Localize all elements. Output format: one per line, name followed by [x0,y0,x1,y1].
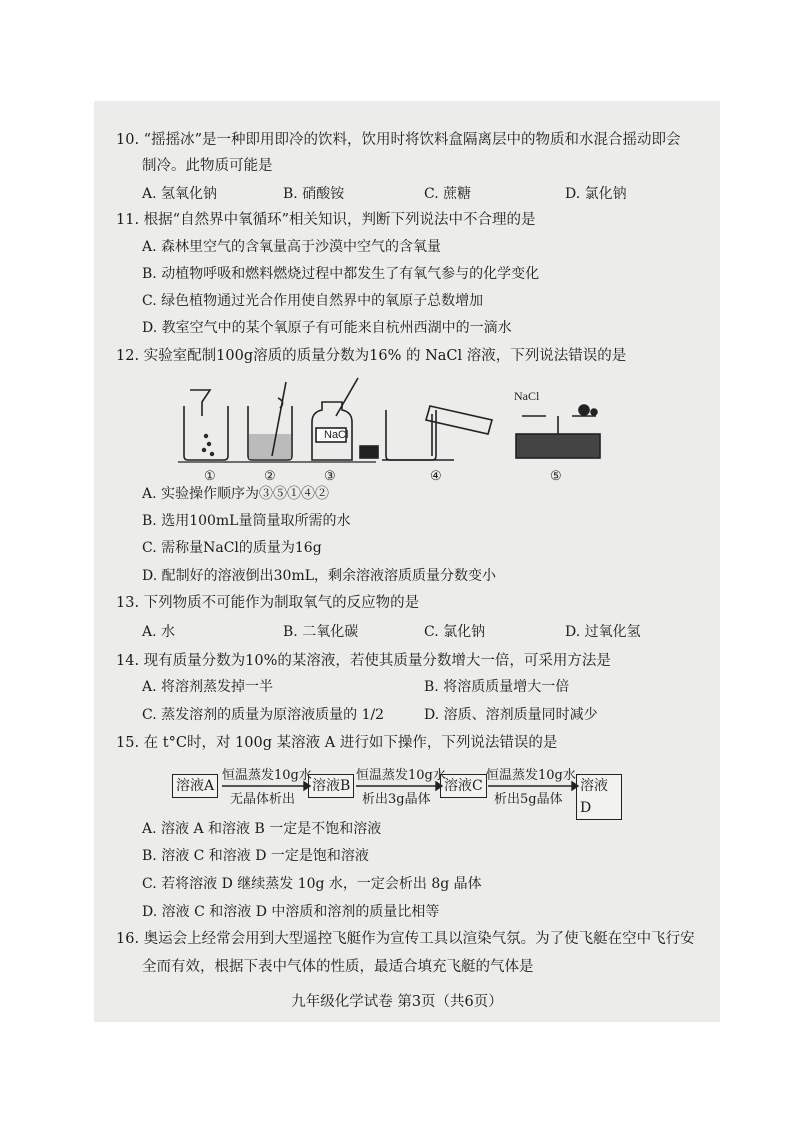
q10-stem-line1: 10. “摇摇冰”是一种即用即冷的饮料，饮用时将饮料盒隔离层中的物质和水混合摇动即会 [116,132,681,148]
figure-label-4: ④ [430,469,442,484]
q15-flow-diagram [172,760,622,820]
q14-option-c: C. 蒸发溶剂的质量为原溶液质量的 1/2 [142,707,385,723]
figure-label-3: ③ [324,469,336,484]
q10-option-c: C. 蔗糖 [424,186,472,202]
q14-option-d: D. 溶质、溶剂质量同时减少 [424,707,598,723]
flow-step3-top: 恒温蒸发10g水 [486,768,576,783]
reagent-bottle-icon [312,378,378,460]
q11-option-b: B. 动植物呼吸和燃料燃烧过程中都发生了有氧气参与的化学变化 [142,266,540,282]
q11-option-c: C. 绿色植物通过光合作用使自然界中的氧原子总数增加 [142,293,484,309]
flow-step3-bottom: 析出5g晶体 [494,792,563,807]
balance-label: NaCl [514,389,540,403]
q12-option-b: B. 选用100mL量筒量取所需的水 [142,513,351,529]
q10-stem-line2: 制冷。此物质可能是 [142,158,273,174]
bottle-label: NaCl [324,429,349,441]
q15-stem: 15. 在 t°C时，对 100g 某溶液 A 进行如下操作，下列说法错误的是 [116,735,558,751]
q10-option-b: B. 硝酸铵 [283,186,345,202]
q13-option-b: B. 二氧化碳 [283,624,359,640]
q13-stem: 13. 下列物质不可能作为制取氧气的反应物的是 [116,595,420,611]
flow-box-a: 溶液A [172,774,218,798]
q13-option-a: A. 水 [142,624,176,640]
q12-option-c: C. 需称量NaCl的质量为16g [142,540,322,556]
figure-label-2: ② [264,469,276,484]
flow-step1-top: 恒温蒸发10g水 [222,768,312,783]
beaker-funnel-icon [184,390,228,460]
q11-option-a: A. 森林里空气的含氧量高于沙漠中空气的含氧量 [142,239,442,255]
flow-step2-top: 恒温蒸发10g水 [356,768,446,783]
q12-option-a: A. 实验操作顺序为③⑤①④② [142,486,330,502]
figure-label-1: ① [204,469,216,484]
q13-option-c: C. 氯化钠 [424,624,486,640]
q12-option-d: D. 配制好的溶液倒出30mL，剩余溶液溶质质量分数变小 [142,568,497,584]
q12-apparatus-figure [176,376,606,488]
figure-label-5: ⑤ [550,469,562,484]
q12-stem: 12. 实验室配制100g溶质的质量分数为16% 的 NaCl 溶液，下列说法错误的是 [116,348,627,364]
q13-option-d: D. 过氧化氢 [565,624,641,640]
q15-option-c: C. 若将溶液 D 继续蒸发 10g 水，一定会析出 8g 晶体 [142,876,482,892]
flow-step2-bottom: 析出3g晶体 [362,792,431,807]
q16-stem-line2: 全而有效，根据下表中气体的性质，最适合填充飞艇的气体是 [142,959,534,975]
beaker-stirring-icon [248,382,292,460]
q16-stem-line1: 16. 奥运会上经常会用到大型遥控飞艇作为宣传工具以渲染气氛。为了使飞艇在空中飞行安 [116,931,695,947]
flow-box-d: 溶液D [576,774,622,820]
balance-icon [516,405,600,458]
q15-option-b: B. 溶液 C 和溶液 D 一定是饱和溶液 [142,848,369,864]
beaker-cylinder-icon [382,406,492,460]
q15-option-a: A. 溶液 A 和溶液 B 一定是不饱和溶液 [142,821,382,837]
q10-option-a: A. 氢氧化钠 [142,186,218,202]
q11-option-d: D. 教室空气中的某个氧原子有可能来自杭州西湖中的一滴水 [142,320,512,336]
flow-box-b: 溶液B [308,774,354,798]
q14-stem: 14. 现有质量分数为10%的某溶液，若使其质量分数增大一倍，可采用方法是 [116,653,611,669]
q14-option-a: A. 将溶剂蒸发掉一半 [142,679,274,695]
q15-option-d: D. 溶液 C 和溶液 D 中溶质和溶剂的质量比相等 [142,904,440,920]
q11-stem: 11. 根据“自然界中氧循环”相关知识，判断下列说法中不合理的是 [116,212,536,228]
q10-option-d: D. 氯化钠 [565,186,627,202]
q14-option-b: B. 将溶质质量增大一倍 [424,679,570,695]
page-footer: 九年级化学试卷 第3页（共6页） [291,994,503,1010]
flow-step1-bottom: 无晶体析出 [230,792,296,807]
flow-box-c: 溶液C [440,774,487,798]
